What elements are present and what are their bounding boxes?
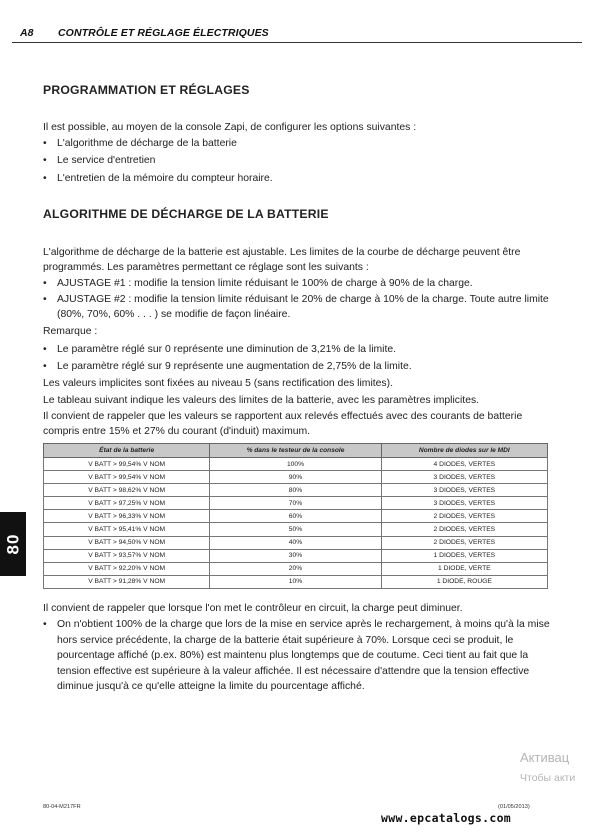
percent-cell: 80% bbox=[210, 484, 381, 497]
chapter-number: 80 bbox=[2, 533, 22, 555]
diodes-cell: 3 DIODES, VERTES bbox=[381, 484, 547, 497]
diodes-cell: 1 DIODE, ROUGE bbox=[381, 575, 547, 588]
list-item bbox=[43, 276, 553, 291]
remark-label: Remarque : bbox=[43, 326, 98, 337]
diodes-cell: 2 DIODES, VERTES bbox=[381, 523, 547, 536]
battery-state-cell: V BATT > 94,50% V NOM bbox=[44, 536, 210, 549]
heading-programmation: PROGRAMMATION ET RÉGLAGES bbox=[43, 83, 250, 97]
bullet-icon: • bbox=[43, 173, 47, 184]
bullet-icon: • bbox=[43, 361, 47, 372]
activation-watermark: Активац bbox=[520, 750, 570, 765]
list-item bbox=[43, 617, 553, 695]
diodes-cell: 3 DIODES, VERTES bbox=[381, 497, 547, 510]
percent-cell: 50% bbox=[210, 523, 381, 536]
site-url: www.epcatalogs.com bbox=[381, 811, 512, 825]
page-header bbox=[12, 26, 582, 43]
activation-watermark-sub: Чтобы акти bbox=[520, 772, 576, 784]
percent-cell: 40% bbox=[210, 536, 381, 549]
table-row bbox=[44, 458, 548, 471]
list-item-text: Le paramètre réglé sur 9 représente une augmentation de 2,75% de la limite. bbox=[57, 361, 412, 372]
list-item-text: L'entretien de la mémoire du compteur horaire. bbox=[57, 173, 273, 184]
controller-note-paragraph: Il convient de rappeler que lorsque l'on met le contrôleur en circuit, la charge peut diminuer. bbox=[43, 603, 463, 614]
battery-limits-table bbox=[43, 443, 548, 589]
percent-cell: 100% bbox=[210, 458, 381, 471]
document-date: (01/05/2013) bbox=[498, 804, 530, 810]
battery-state-cell: V BATT > 99,54% V NOM bbox=[44, 458, 210, 471]
percent-cell: 10% bbox=[210, 575, 381, 588]
list-item bbox=[43, 342, 553, 357]
table-row bbox=[44, 575, 548, 588]
battery-state-cell: V BATT > 99,54% V NOM bbox=[44, 471, 210, 484]
chapter-title: CONTRÔLE ET RÉGLAGE ÉLECTRIQUES bbox=[58, 27, 269, 39]
intro-paragraph: Il est possible, au moyen de la console Zapi, de configurer les options suivantes : bbox=[43, 122, 417, 133]
column-header: % dans le testeur de la console bbox=[210, 444, 381, 458]
column-header: État de la batterie bbox=[44, 444, 210, 458]
table-row bbox=[44, 471, 548, 484]
defaults-paragraph: Les valeurs implicites sont fixées au niveau 5 (sans rectification des limites). bbox=[43, 378, 393, 389]
percent-cell: 20% bbox=[210, 562, 381, 575]
bullet-icon: • bbox=[43, 278, 47, 289]
battery-state-cell: V BATT > 98,62% V NOM bbox=[44, 484, 210, 497]
document-code: 80-04-M217FR bbox=[43, 804, 81, 810]
section-code: A8 bbox=[20, 27, 34, 39]
table-row bbox=[44, 536, 548, 549]
battery-state-cell: V BATT > 97,25% V NOM bbox=[44, 497, 210, 510]
table-row bbox=[44, 510, 548, 523]
list-item bbox=[43, 153, 553, 168]
column-header: Nombre de diodes sur le MDI bbox=[381, 444, 547, 458]
bullet-icon: • bbox=[43, 619, 47, 630]
battery-state-cell: V BATT > 93,57% V NOM bbox=[44, 549, 210, 562]
diodes-cell: 1 DIODES, VERTES bbox=[381, 549, 547, 562]
battery-state-cell: V BATT > 96,33% V NOM bbox=[44, 510, 210, 523]
chapter-side-tab bbox=[0, 512, 26, 576]
table-header-row bbox=[44, 444, 548, 458]
battery-state-cell: V BATT > 92,20% V NOM bbox=[44, 562, 210, 575]
bullet-icon: • bbox=[43, 155, 47, 166]
list-item-text: AJUSTAGE #1 : modifie la tension limite réduisant le 100% de charge à 90% de la charge. bbox=[57, 278, 473, 289]
list-item bbox=[43, 292, 553, 322]
percent-cell: 70% bbox=[210, 497, 381, 510]
bullet-icon: • bbox=[43, 344, 47, 355]
list-item bbox=[43, 359, 553, 374]
percent-cell: 90% bbox=[210, 471, 381, 484]
list-item bbox=[43, 171, 553, 186]
battery-state-cell: V BATT > 95,41% V NOM bbox=[44, 523, 210, 536]
table-row bbox=[44, 549, 548, 562]
bullet-icon: • bbox=[43, 294, 47, 305]
list-item-text: On n'obtient 100% de la charge que lors de la mise en service après le rechargement, à moins qu'à la mise hors service précédente, la charge de la batterie était supérieure à 70%. Lorsque ceci se produit, le pourcentage affiché (p.ex. 80%) est maintenu plus longtemps que de coutume. Ceci tient au fait que la tension effective est supérieure à la valeur affichée. Il est nécessaire d'attendre que la tension effective diminue jusqu'à ce qu'elle atteigne la limite du pourcentage affiché. bbox=[57, 619, 550, 692]
table-row bbox=[44, 562, 548, 575]
percent-cell: 30% bbox=[210, 549, 381, 562]
table-row bbox=[44, 484, 548, 497]
list-item-text: L'algorithme de décharge de la batterie bbox=[57, 138, 237, 149]
heading-algorithme: ALGORITHME DE DÉCHARGE DE LA BATTERIE bbox=[43, 207, 329, 221]
diodes-cell: 2 DIODES, VERTES bbox=[381, 510, 547, 523]
diodes-cell: 4 DIODES, VERTES bbox=[381, 458, 547, 471]
algorithm-paragraph: L'algorithme de décharge de la batterie est ajustable. Les limites de la courbe de décharge peuvent être programmés. Les paramètres permettant ce réglage sont les suivants : bbox=[43, 247, 521, 273]
list-item bbox=[43, 136, 553, 151]
diodes-cell: 1 DIODE, VERTE bbox=[381, 562, 547, 575]
list-item-text: Le service d'entretien bbox=[57, 155, 156, 166]
list-item-text: AJUSTAGE #2 : modifie la tension limite réduisant le 20% de charge à 10% de la charge. Toute autre limite (80%, 70%, 60% . . . ) se modifie de façon linéaire. bbox=[57, 294, 549, 320]
list-item-text: Le paramètre réglé sur 0 représente une diminution de 3,21% de la limite. bbox=[57, 344, 397, 355]
diodes-cell: 3 DIODES, VERTES bbox=[381, 471, 547, 484]
current-note-paragraph: Il convient de rappeler que les valeurs se rapportent aux relevés effectués avec des courants de batterie compris entre 15% et 27% du courant (d'induit) maximum. bbox=[43, 411, 523, 437]
percent-cell: 60% bbox=[210, 510, 381, 523]
table-row bbox=[44, 497, 548, 510]
diodes-cell: 2 DIODES, VERTES bbox=[381, 536, 547, 549]
battery-state-cell: V BATT > 91,28% V NOM bbox=[44, 575, 210, 588]
table-intro-paragraph: Le tableau suivant indique les valeurs des limites de la batterie, avec les paramètres implicites. bbox=[43, 395, 480, 406]
bullet-icon: • bbox=[43, 138, 47, 149]
table-row bbox=[44, 523, 548, 536]
